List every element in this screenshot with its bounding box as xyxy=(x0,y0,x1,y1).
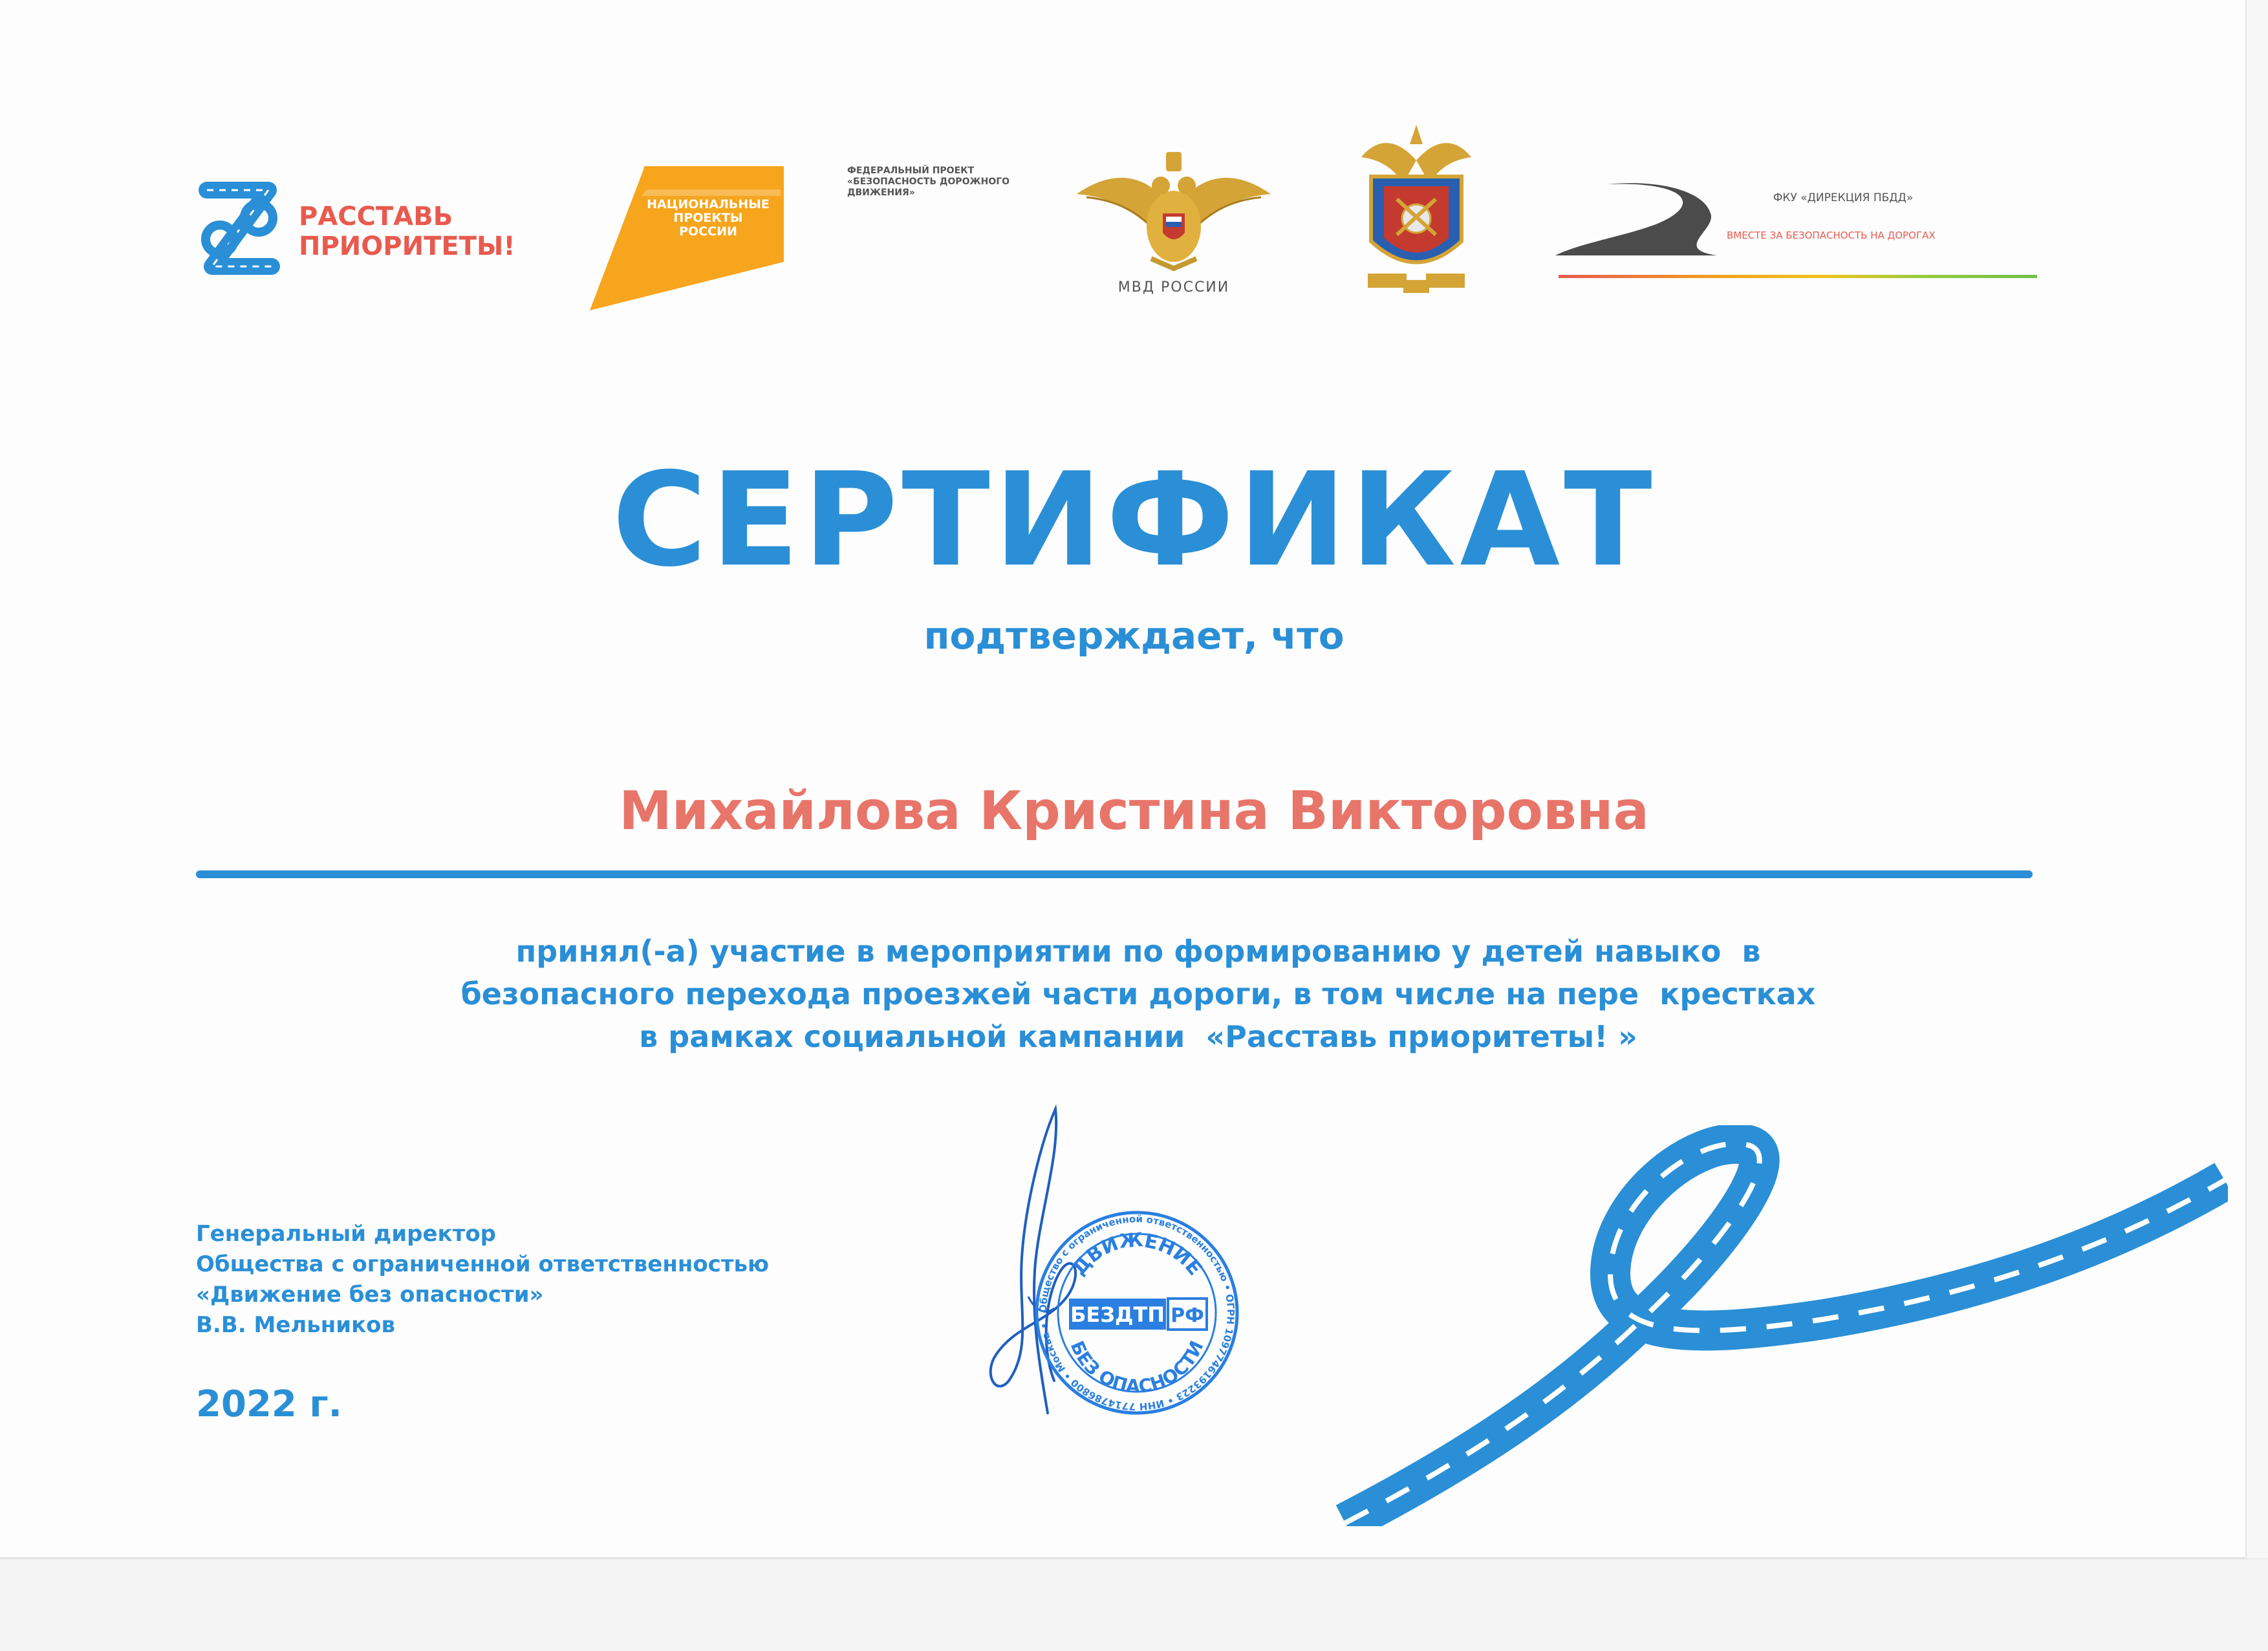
signatory-company-name: «Движение без опасности» xyxy=(196,1282,544,1308)
campaign-logo-line1: РАССТАВЬ xyxy=(299,202,453,232)
certificate-title: СЕРТИФИКАТ xyxy=(612,445,1656,596)
signatory-company: Общества с ограниченной ответственностью xyxy=(196,1251,770,1277)
mvd-eagle-emblem-icon xyxy=(1074,139,1274,275)
np-line2: ПРОЕКТЫ xyxy=(673,211,743,225)
recipient-name: Михайлова Кристина Викторовна xyxy=(619,781,1649,842)
pbdd-road-logo-icon xyxy=(1555,178,1717,262)
pbdd-title: ФКУ «ДИРЕКЦИЯ ПБДД» xyxy=(1773,191,1914,204)
name-underline xyxy=(196,870,2033,878)
np-line1: НАЦИОНАЛЬНЫЕ xyxy=(647,197,770,211)
company-stamp xyxy=(1033,1209,1240,1416)
body-line3: в рамках социальной кампании «Расставь приоритеты! » xyxy=(639,1019,1637,1054)
body-line1: принял(-а) участие в мероприятии по формированию у детей навыко в xyxy=(515,934,1761,969)
federal-project-text xyxy=(847,166,1015,199)
np-line3: РОССИИ xyxy=(679,224,737,239)
certificate-year: 2022 г. xyxy=(196,1383,342,1425)
stamp-top-text: ДВИЖЕНИЕ xyxy=(1068,1228,1207,1280)
signatory-title: Генеральный директор xyxy=(196,1221,497,1247)
mvd-label: МВД РОССИИ xyxy=(1118,279,1230,296)
national-projects-top-text: БЕЗОПАСНЫЕ КАЧЕСТВЕННЫЕ ДОРОГИ xyxy=(643,166,776,185)
stamp-outer-ring-text: Общество с ограниченной ответственностью • ОГРН 1097746193223 • ИНН 7714786800 • Москва • xyxy=(1037,1213,1237,1413)
signatory-block xyxy=(196,1219,769,1341)
campaign-z-logo-icon xyxy=(194,176,285,283)
pbdd-gradient-line xyxy=(1559,275,2037,278)
stamp-badge-text: РФ xyxy=(1171,1304,1204,1327)
scan-bottom-edge xyxy=(0,1557,2268,1651)
certificate-subtitle: подтверждает, что xyxy=(923,614,1345,658)
fed-line2: «БЕЗОПАСНОСТЬ ДОРОЖНОГО xyxy=(847,177,1010,187)
stamp-center-text: БЕЗДТП xyxy=(1070,1302,1165,1327)
national-projects-text xyxy=(640,198,776,239)
body-line2: безопасного перехода проезжей части дороги, в том числе на пере крестках xyxy=(460,977,1816,1011)
campaign-logo-line2: ПРИОРИТЕТЫ! xyxy=(299,232,515,261)
gibdd-shield-emblem-icon xyxy=(1355,122,1478,299)
stamp-bottom-text: БЕЗ ОПАСНОСТИ xyxy=(1066,1337,1208,1397)
road-loop-decoration-icon xyxy=(1332,1125,2228,1526)
pbdd-slogan: ВМЕСТЕ ЗА БЕЗОПАСНОСТЬ НА ДОРОГАХ xyxy=(1727,230,1936,241)
fed-line1: ФЕДЕРАЛЬНЫЙ ПРОЕКТ xyxy=(847,166,975,176)
signatory-name: В.В. Мельников xyxy=(196,1312,396,1338)
campaign-logo-text xyxy=(299,202,515,261)
certificate-body xyxy=(323,930,1953,1058)
fed-line3: ДВИЖЕНИЯ» xyxy=(847,188,915,198)
